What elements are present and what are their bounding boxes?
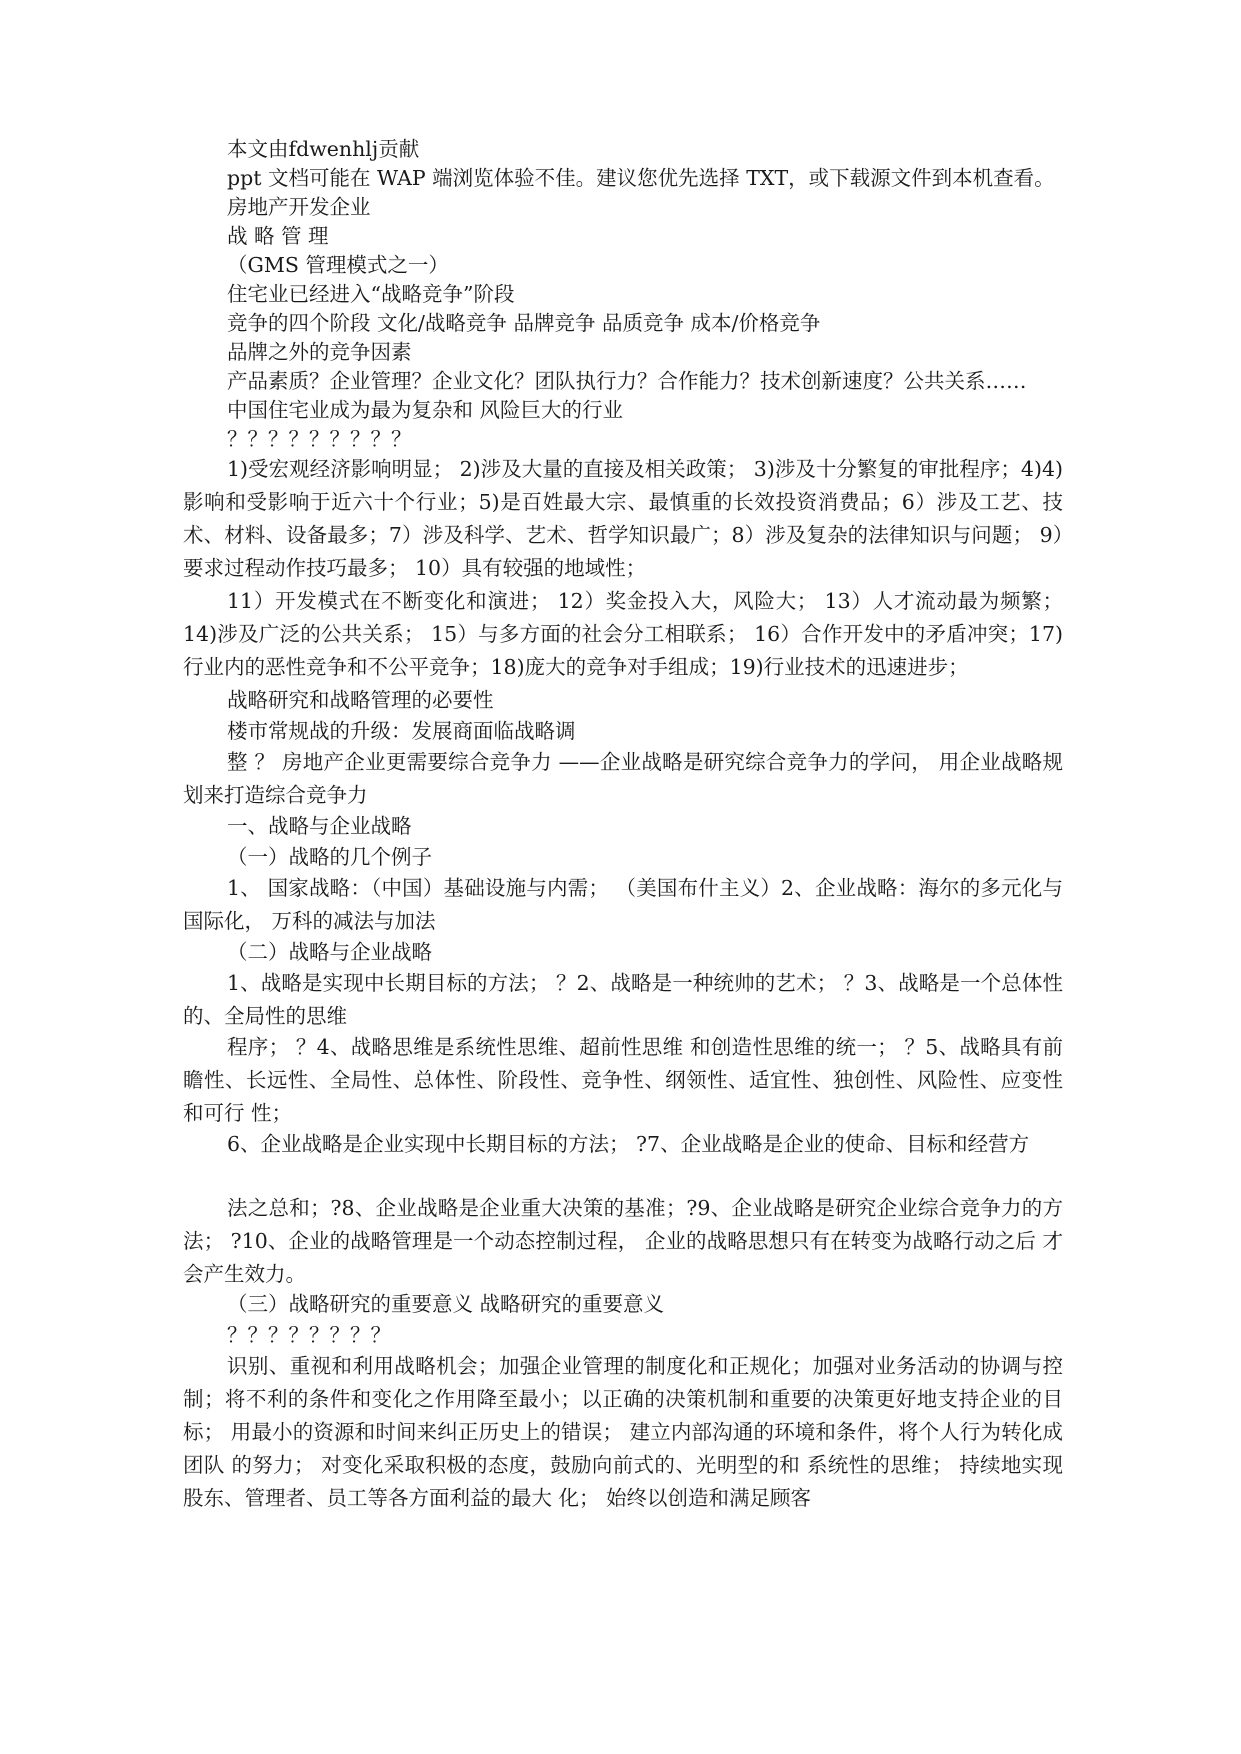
paragraph-strategy-3: 6、企业战略是企业实现中长期目标的方法； ?7、企业战略是企业的使命、目标和经营方 [227, 1132, 1030, 1156]
series-line: （GMS 管理模式之一） [227, 253, 449, 277]
factors-list-line: 产品素质？企业管理？企业文化？团队执行力？合作能力？技术创新速度？公共关系…… [227, 369, 1027, 393]
paragraph-adjust: 整 ？ 房地产企业更需要综合竞争力 ——企业战略是研究综合竞争力的学问， 用企业战略规划来打造综合竞争力 [183, 750, 1063, 807]
necessity-line: 战略研究和战略管理的必要性 [227, 688, 494, 712]
section-heading-1: 一、战略与企业战略 [227, 814, 412, 838]
company-line: 房地产开发企业 [227, 195, 371, 219]
paragraph-strategy-1: 1、战略是实现中长期目标的方法； ？2、战略是一种统帅的艺术； ？3、战略是一个总体性的、全局性的思维 [183, 971, 1063, 1028]
subsection-heading-1: （一）战略的几个例子 [227, 845, 432, 869]
stage-line: 住宅业已经进入“战略竞争”阶段 [227, 282, 515, 306]
contributor-line: 本文由fdwenhlj贡献 [227, 137, 420, 161]
question-marks-line-2: ？？？？？？？？ [227, 1323, 391, 1347]
title-line: 战 略 管 理 [227, 224, 329, 248]
question-marks-line-1: ？？？？？？？？？ [227, 427, 412, 451]
paragraph-examples: 1、 国家战略：（中国）基础设施与内需； （美国布什主义）2、企业战略：海尔的多元化与国际化， 万科的减法与加法 [183, 876, 1063, 933]
paragraph-items-1-10: 1)受宏观经济影响明显； 2)涉及大量的直接及相关政策； 3)涉及十分繁复的审批程序；4)4)影响和受影响于近六十个行业；5)是百姓最大宗、最慎重的长效投资消费品；6）涉及工艺、技术、材料、设备最多；7）涉及科学、艺术、哲学知识最广；8）涉及复杂的法律知识与问题； 9）要求过程动作技巧最多； 10）具有较强的地域性； [183, 457, 1063, 580]
complex-industry-line: 中国住宅业成为最为复杂和 风险巨大的行业 [227, 398, 624, 422]
notice-line: ppt 文档可能在 WAP 端浏览体验不佳。建议您优先选择 TXT，或下载源文件到本机查看。 [227, 166, 1055, 190]
upgrade-line: 楼市常规战的升级：发展商面临战略调 [227, 719, 576, 743]
paragraph-items-11-19: 11）开发模式在不断变化和演进； 12）奖金投入大，风险大； 13）人才流动最为频繁；14)涉及广泛的公共关系； 15）与多方面的社会分工相联系； 16）合作开发中的矛盾冲突；17)行业内的恶性竞争和不公平竞争；18)庞大的竞争对手组成；19)行业技术的迅速进步； [183, 589, 1063, 679]
subsection-heading-2: （二）战略与企业战略 [227, 940, 432, 964]
paragraph-strategy-4: 法之总和；?8、企业战略是企业重大决策的基准；?9、企业战略是研究企业综合竞争力的方法； ?10、企业的战略管理是一个动态控制过程， 企业的战略思想只有在转变为战略行动之后 才会产生效力。 [183, 1196, 1063, 1286]
paragraph-significance: 识别、重视和利用战略机会；加强企业管理的制度化和正规化；加强对业务活动的协调与控制；将不利的条件和变化之作用降至最小；以正确的决策机制和重要的决策更好地支持企业的目 标； 用最小的资源和时间来纠正历史上的错误； 建立内部沟通的环境和条件，将个人行为转化成团队 的努力； 对变化采取积极的态度，鼓励向前式的、光明型的和 系统性的思维； 持续地实现股东、管理者、员工等各方面利益的最大 化； 始终以创造和满足顾客 [183, 1354, 1070, 1510]
subsection-heading-3: （三）战略研究的重要意义 战略研究的重要意义 [227, 1292, 665, 1316]
brand-factors-line: 品牌之外的竞争因素 [227, 340, 412, 364]
paragraph-strategy-2: 程序； ？4、战略思维是系统性思维、超前性思维 和创造性思维的统一； ？5、战略具有前瞻性、长远性、全局性、总体性、阶段性、竞争性、纲领性、适宜性、独创性、风险性、应变性和可行 性； [183, 1035, 1063, 1125]
four-stages-line: 竞争的四个阶段 文化/战略竞争 品牌竞争 品质竞争 成本/价格竞争 [227, 311, 821, 335]
